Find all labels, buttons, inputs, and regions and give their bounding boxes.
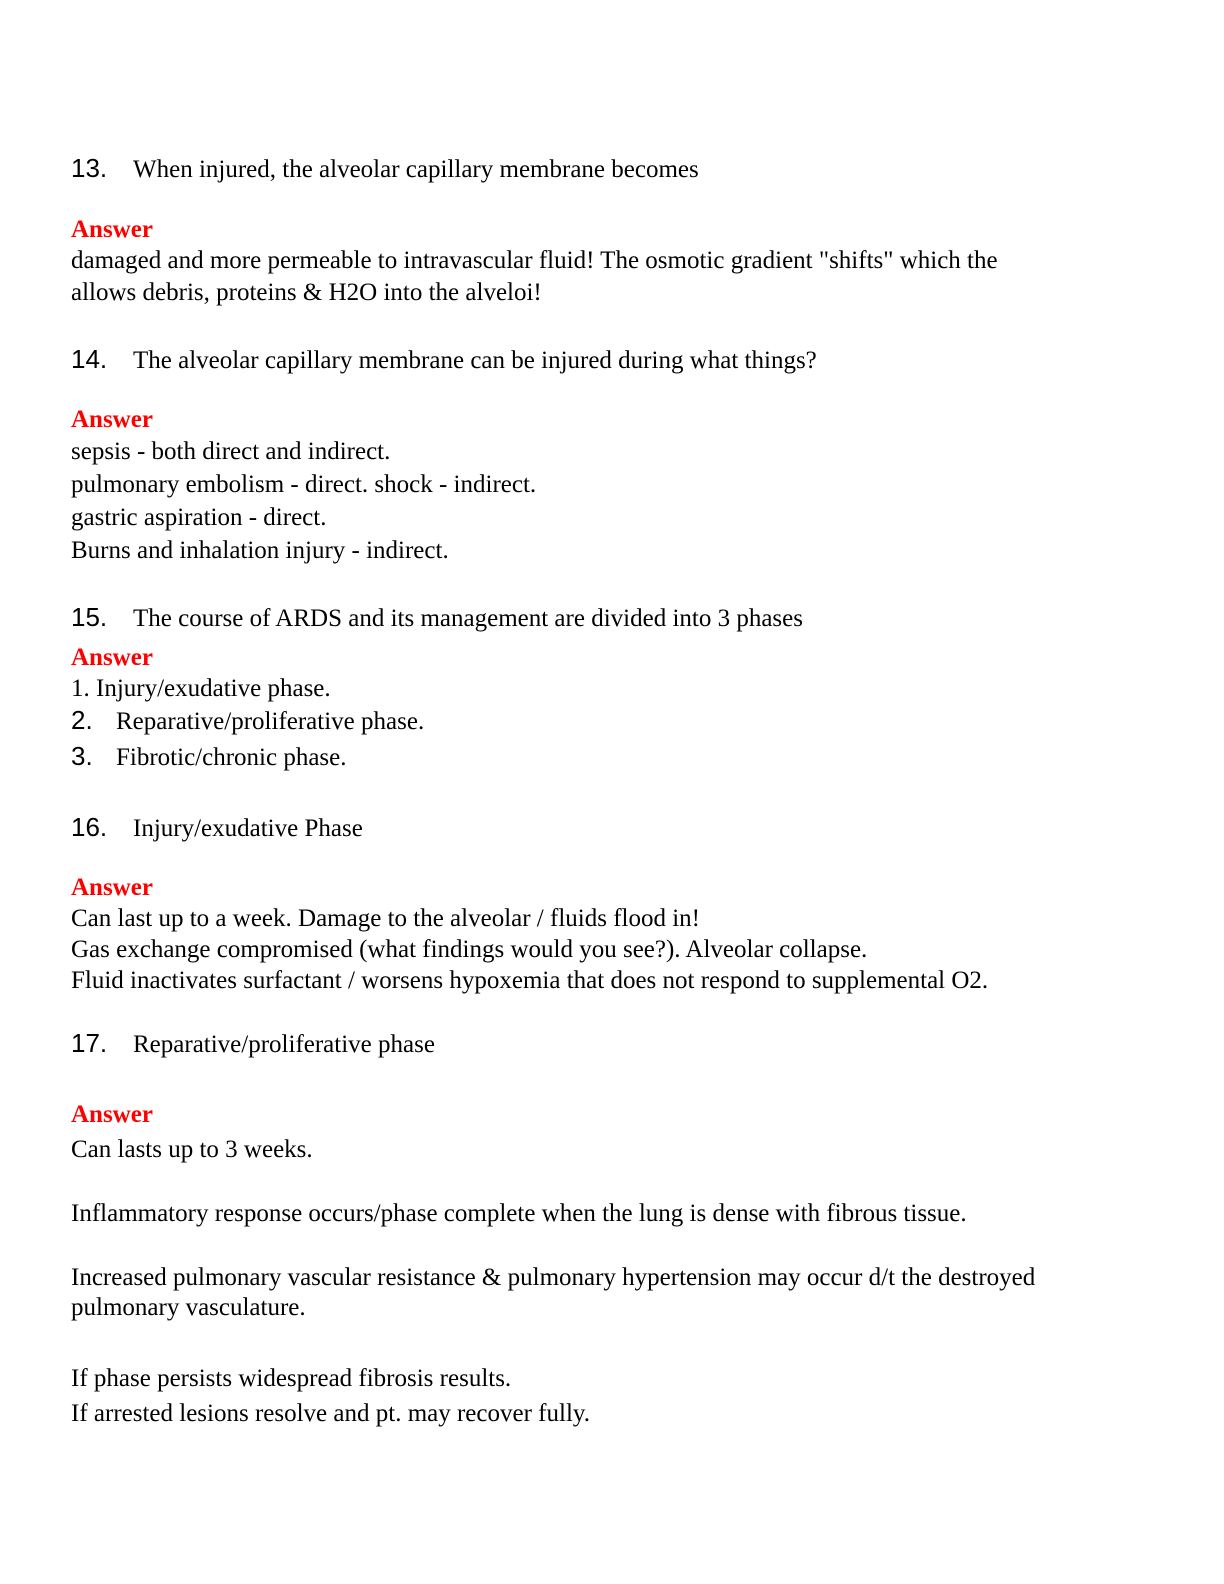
question-number: 15. (71, 602, 108, 632)
question-number: 17. (71, 1028, 108, 1058)
answer-body (71, 673, 331, 705)
question-13 (71, 152, 699, 186)
answer-paragraph (71, 1361, 590, 1431)
list-number: 2. (71, 705, 93, 735)
answer-label: Answer (71, 874, 153, 901)
answer-line: Burns and inhalation injury - indirect. (71, 537, 449, 564)
answer-label: Answer (71, 216, 153, 243)
question-16 (71, 811, 363, 845)
answer-line: Fluid inactivates surfactant / worsens hypoxemia that does not respond to supplemental O2. (71, 967, 989, 994)
question-text: Injury/exudative Phase (133, 815, 363, 842)
answer-line: If arrested lesions resolve and pt. may recover fully. (71, 1400, 591, 1427)
question-number: 16. (71, 812, 108, 842)
question-17 (71, 1027, 435, 1061)
list-text: Fibrotic/chronic phase. (116, 744, 347, 771)
answer-body (71, 435, 536, 567)
answer-list-item (71, 704, 424, 738)
answer-line: gastric aspiration - direct. (71, 504, 327, 531)
question-text: Reparative/proliferative phase (133, 1031, 435, 1058)
answer-body (71, 903, 988, 996)
answer-line: Can last up to a week. Damage to the alveolar / fluids flood in! (71, 905, 700, 932)
answer-label: Answer (71, 1101, 153, 1128)
question-number: 14. (71, 344, 108, 374)
list-text: Reparative/proliferative phase. (116, 708, 425, 735)
answer-line: Increased pulmonary vascular resistance & pulmonary hypertension may occur d/t the destroyed (71, 1264, 1036, 1291)
question-text: The course of ARDS and its management are divided into 3 phases (133, 605, 803, 632)
answer-label: Answer (71, 644, 153, 671)
question-text: The alveolar capillary membrane can be injured during what things? (133, 347, 817, 374)
answer-paragraph (71, 1134, 313, 1166)
answer-line: allows debris, proteins & H2O into the alveloi! (71, 279, 542, 306)
list-number: 3. (71, 741, 93, 771)
answer-line: Can lasts up to 3 weeks. (71, 1136, 313, 1163)
answer-body (71, 245, 998, 309)
question-14 (71, 343, 817, 377)
answer-line: Inflammatory response occurs/phase complete when the lung is dense with fibrous tissue. (71, 1200, 967, 1227)
question-text: When injured, the alveolar capillary membrane becomes (133, 156, 699, 183)
answer-line: pulmonary vasculature. (71, 1294, 306, 1321)
answer-label: Answer (71, 406, 153, 433)
answer-line: If phase persists widespread fibrosis results. (71, 1365, 512, 1392)
answer-line: 1. Injury/exudative phase. (71, 675, 331, 702)
answer-line: pulmonary embolism - direct. shock - indirect. (71, 471, 537, 498)
answer-paragraph (71, 1198, 967, 1230)
question-number: 13. (71, 153, 108, 183)
question-15 (71, 601, 803, 635)
answer-line: sepsis - both direct and indirect. (71, 438, 391, 465)
answer-paragraph (71, 1263, 1035, 1323)
answer-line: damaged and more permeable to intravascular fluid! The osmotic gradient "shifts" which the (71, 247, 998, 274)
answer-list-item (71, 740, 347, 774)
answer-line: Gas exchange compromised (what findings would you see?). Alveolar collapse. (71, 936, 868, 963)
